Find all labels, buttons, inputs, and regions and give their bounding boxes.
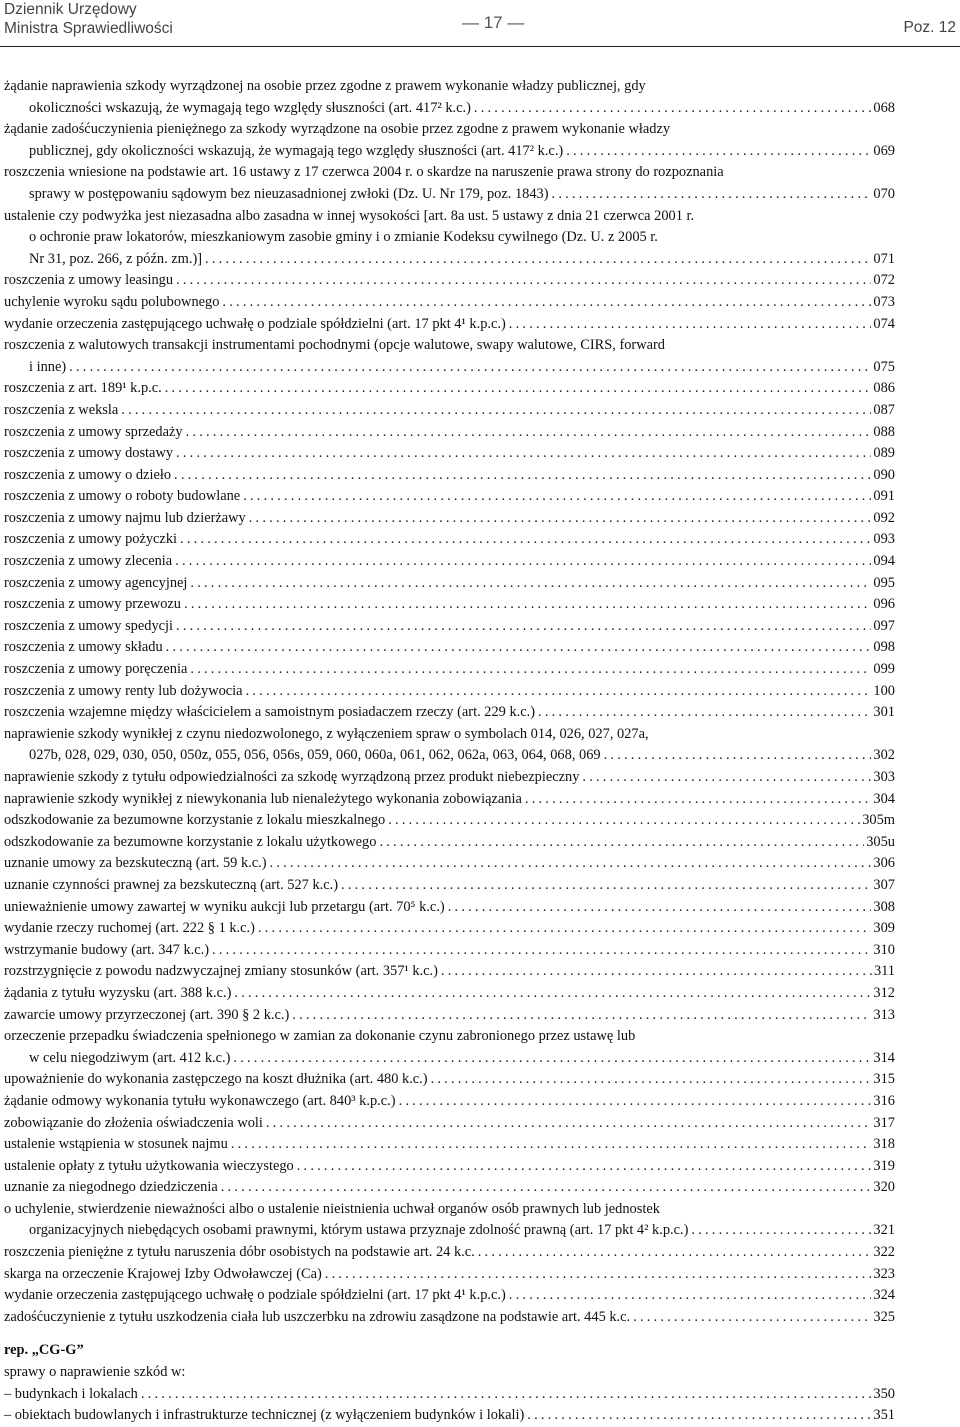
dot-leader	[297, 1156, 872, 1178]
entry-text: roszczenia z umowy pożyczki	[4, 531, 178, 548]
rep-intro: sprawy o naprawienie szkód w:	[4, 1364, 186, 1381]
entry-line	[4, 1285, 895, 1307]
symbol-code: 069	[873, 142, 895, 159]
list-item	[4, 1091, 895, 1113]
entry-text: roszczenia z art. 189¹ k.p.c.	[4, 380, 162, 397]
entry-continuation-line	[4, 1220, 895, 1242]
symbol-code: 305u	[866, 833, 895, 850]
entry-text: roszczenia z umowy renty lub dożywocia	[4, 682, 243, 699]
symbol-code: 324	[873, 1287, 895, 1304]
entry-line	[4, 529, 895, 551]
entry-line	[4, 270, 895, 292]
symbol-code: 090	[873, 466, 895, 483]
entry-text: żądania z tytułu wyzysku (art. 388 k.c.)	[4, 984, 232, 1001]
entry-text: w celu niegodziwym (art. 412 k.c.)	[29, 1049, 231, 1066]
entry-text: żądanie odmowy wykonania tytułu wykonawczego (art. 840³ k.p.c.)	[4, 1092, 396, 1109]
dot-leader	[205, 249, 871, 271]
symbol-code: 316	[873, 1092, 895, 1109]
symbol-code: 351	[873, 1407, 895, 1424]
symbol-code: 301	[873, 704, 895, 721]
dot-leader	[222, 292, 871, 314]
entry-text: 027b, 028, 029, 030, 050, 050z, 055, 056, 056s, 059, 060, 060a, 061, 062, 062a, 063, 064, 068, 069	[29, 747, 601, 764]
symbol-code: 087	[873, 401, 895, 418]
entry-text: roszczenia z umowy przewozu	[4, 596, 182, 613]
entry-line	[4, 616, 895, 638]
entry-text: zadośćuczynienie z tytułu uszkodzenia ciała lub uszczerbku na zdrowiu zasądzone na podstawie art. 445 k.c.	[4, 1308, 631, 1325]
dot-leader	[233, 1048, 871, 1070]
symbol-code: 092	[873, 509, 895, 526]
list-item	[4, 1177, 895, 1199]
list-item	[4, 702, 895, 724]
list-item	[4, 961, 895, 983]
entry-text: wydanie orzeczenia zastępującego uchwałę o podziale spółdzielni (art. 17 pkt 4¹ k.p.c.)	[4, 315, 506, 332]
dot-leader	[258, 918, 871, 940]
entry-text: roszczenia z umowy najmu lub dzierżawy	[4, 509, 246, 526]
entry-line	[4, 853, 895, 875]
entry-line	[4, 119, 895, 141]
entry-line	[4, 724, 895, 746]
dot-leader	[325, 1264, 872, 1286]
entry-line	[4, 1134, 895, 1156]
rep-entries-list	[4, 1384, 895, 1427]
dot-leader	[190, 659, 871, 681]
entry-line	[4, 551, 895, 573]
entry-continuation-line	[4, 227, 895, 249]
entry-line	[4, 983, 895, 1005]
dot-leader	[190, 573, 871, 595]
symbol-code: 311	[873, 963, 895, 980]
entry-line	[4, 702, 895, 724]
list-item	[4, 486, 895, 508]
symbol-code: 350	[873, 1385, 895, 1402]
entry-line	[4, 486, 895, 508]
entry-line	[4, 292, 895, 314]
dot-leader	[525, 789, 872, 811]
journal-name: Dziennik Urzędowy	[4, 1, 137, 18]
list-item	[4, 206, 895, 271]
entry-text: i inne)	[29, 358, 67, 375]
list-item	[4, 508, 895, 530]
entry-line	[4, 335, 895, 357]
entry-text: żądanie zadośćuczynienia pieniężnego za szkody wyrządzone na osobie przez zgodne z prawem wykonanie władzy	[4, 121, 671, 138]
entry-text: uznanie czynności prawnej za bezskuteczną (art. 527 k.c.)	[4, 876, 339, 893]
entry-text: naprawienie szkody wynikłej z niewykonania lub nienależytego wykonania zobowiązania	[4, 790, 522, 807]
entry-text: wydanie orzeczenia zastępującego uchwałę o podziale spółdzielni (art. 17 pkt 4¹ k.p.c.)	[4, 1287, 506, 1304]
dot-leader	[212, 940, 871, 962]
list-item	[4, 1005, 895, 1027]
symbol-code: 086	[873, 380, 895, 397]
symbol-code: 093	[873, 531, 895, 548]
dot-leader	[566, 141, 871, 163]
entry-line	[4, 314, 895, 336]
entry-continuation-line	[4, 184, 895, 206]
entry-line	[4, 594, 895, 616]
dot-leader	[234, 983, 871, 1005]
entry-line	[4, 810, 895, 832]
list-item	[4, 940, 895, 962]
entry-line	[4, 400, 895, 422]
dot-leader	[176, 270, 871, 292]
symbol-code: 318	[873, 1136, 895, 1153]
list-item	[4, 314, 895, 336]
entry-line	[4, 378, 895, 400]
entry-text: unieważnienie umowy zawartej w wyniku aukcji lub przetargu (art. 70⁵ k.c.)	[4, 898, 445, 915]
entry-line	[4, 789, 895, 811]
entry-text: naprawienie szkody z tytułu odpowiedzialności za szkodę wyrządzoną przez produkt niebezpieczny	[4, 769, 580, 785]
list-item	[4, 1069, 895, 1091]
symbol-code: 095	[873, 574, 895, 591]
symbol-code: 075	[873, 358, 895, 375]
dot-leader	[441, 961, 872, 983]
list-item	[4, 378, 895, 400]
entry-text: okoliczności wskazują, że wymagają tego względy słuszności (art. 417² k.c.)	[29, 99, 471, 116]
list-item	[4, 400, 895, 422]
dot-leader	[388, 810, 860, 832]
list-item	[4, 573, 895, 595]
list-item	[4, 853, 895, 875]
entry-text: sprawy w postępowaniu sądowym bez nieuzasadnionej zwłoki (Dz. U. Nr 179, poz. 1843)	[29, 185, 549, 202]
entry-text: odszkodowanie za bezumowne korzystanie z lokalu mieszkalnego	[4, 812, 386, 829]
list-item	[4, 1026, 895, 1069]
entry-line	[4, 961, 895, 983]
entry-text: roszczenia z umowy o dzieło	[4, 466, 172, 483]
list-item	[4, 1285, 895, 1307]
entry-line	[4, 681, 895, 703]
list-item	[4, 616, 895, 638]
list-item	[4, 897, 895, 919]
entry-continuation-line	[4, 249, 895, 271]
dot-leader	[448, 897, 872, 919]
dot-leader	[509, 1285, 872, 1307]
entry-line	[4, 1177, 895, 1199]
list-item	[4, 270, 895, 292]
symbol-code: 305m	[862, 812, 895, 829]
entry-text: – budynkach i lokalach	[4, 1385, 138, 1402]
entry-line	[4, 422, 895, 444]
symbol-code: 072	[873, 272, 895, 289]
entry-line	[4, 1199, 895, 1221]
entry-text: roszczenia z umowy zlecenia	[4, 553, 173, 570]
list-item	[4, 983, 895, 1005]
entry-line	[4, 1242, 895, 1264]
dot-leader	[175, 551, 871, 573]
dot-leader	[180, 529, 871, 551]
list-item	[4, 1134, 895, 1156]
entry-text: orzeczenie przepadku świadczenia spełnionego w zamian za dokonanie czynu zabronionego przez ustawę lub	[4, 1028, 636, 1045]
entry-line	[4, 918, 895, 940]
entry-continuation-line	[4, 141, 895, 163]
symbol-code: 308	[873, 898, 895, 915]
entry-line	[4, 508, 895, 530]
list-item	[4, 1384, 895, 1406]
entry-text: zawarcie umowy przyrzeczonej (art. 390 § 2 k.c.)	[4, 1006, 290, 1023]
entry-text: roszczenia pieniężne z tytułu naruszenia dóbr osobistych na podstawie art. 24 k.c.	[4, 1244, 475, 1261]
list-item	[4, 1156, 895, 1178]
dot-leader	[691, 1220, 871, 1242]
list-item	[4, 875, 895, 897]
symbol-code: 099	[873, 661, 895, 678]
entry-line	[4, 573, 895, 595]
entry-continuation-line	[4, 1048, 895, 1070]
list-item	[4, 594, 895, 616]
symbol-code: 322	[873, 1244, 895, 1261]
symbol-code: 314	[873, 1049, 895, 1066]
symbol-code: 303	[873, 769, 895, 785]
entry-text: roszczenia z weksla	[4, 401, 119, 418]
journal-title-block	[4, 0, 173, 38]
list-item	[4, 724, 895, 767]
page-number: — 17 —	[462, 13, 525, 32]
entry-line	[4, 1405, 895, 1427]
list-item	[4, 465, 895, 487]
dot-leader	[121, 400, 871, 422]
dot-leader	[165, 378, 872, 400]
entry-line	[4, 1113, 895, 1135]
dot-leader	[249, 508, 872, 530]
entry-line	[4, 767, 895, 789]
symbol-code: 091	[873, 488, 895, 505]
entry-text: roszczenia z umowy sprzedaży	[4, 423, 183, 440]
entry-text: odszkodowanie za bezumowne korzystanie z lokalu użytkowego	[4, 833, 377, 850]
symbol-code: 321	[873, 1222, 895, 1239]
list-item	[4, 681, 895, 703]
entry-line	[4, 1091, 895, 1113]
list-item	[4, 1242, 895, 1264]
entry-text: roszczenia z umowy dostawy	[4, 445, 174, 462]
entry-text: o uchylenie, stwierdzenie nieważności albo o ustalenie nieistnienia uchwał organów osób prawnych lub jednostek	[4, 1200, 660, 1217]
entry-line	[4, 1264, 895, 1286]
dot-leader	[221, 1177, 872, 1199]
entry-text: publicznej, gdy okoliczności wskazują, że wymagają tego względy słuszności (art. 417² k.c.)	[29, 142, 564, 159]
dot-leader	[141, 1384, 872, 1406]
entry-text: roszczenia z umowy agencyjnej	[4, 574, 188, 591]
entry-text: roszczenia z walutowych transakcji instrumentami pochodnymi (opcje walutowe, swapy walutowe, CIRS, forward	[4, 337, 665, 354]
entry-line	[4, 1005, 895, 1027]
list-item	[4, 1199, 895, 1242]
symbol-code: 325	[873, 1308, 895, 1325]
entry-line	[4, 832, 895, 854]
entry-line	[4, 1384, 895, 1406]
symbol-code: 100	[873, 682, 895, 699]
entry-line	[4, 1026, 895, 1048]
entry-continuation-line	[4, 357, 895, 379]
symbol-code: 315	[873, 1071, 895, 1088]
dot-leader	[231, 1134, 872, 1156]
entry-line	[4, 465, 895, 487]
symbol-code: 074	[873, 315, 895, 332]
entry-text: roszczenia z umowy spedycji	[4, 617, 174, 634]
entry-text: uchylenie wyroku sądu polubownego	[4, 293, 220, 310]
list-item	[4, 529, 895, 551]
entry-text: organizacyjnych niebędących osobami prawnymi, którym ustawa przyznaje zdolność prawną (art. 17 pkt 4² k.p.c.)	[29, 1222, 689, 1239]
symbol-code: 319	[873, 1157, 895, 1174]
entry-line	[4, 897, 895, 919]
symbol-code: 313	[873, 1006, 895, 1023]
dot-leader	[633, 1307, 871, 1329]
dot-leader	[538, 702, 871, 724]
entry-text: roszczenia z umowy składu	[4, 639, 163, 656]
dot-leader	[186, 422, 872, 444]
list-item	[4, 76, 895, 119]
entry-continuation-line	[4, 98, 895, 120]
list-item	[4, 1307, 895, 1329]
symbol-code: 071	[873, 250, 895, 267]
list-item	[4, 637, 895, 659]
dot-leader	[174, 465, 871, 487]
symbol-code: 304	[873, 790, 895, 807]
list-item	[4, 810, 895, 832]
symbol-code: 098	[873, 639, 895, 656]
list-item	[4, 1264, 895, 1286]
case-symbol-list	[4, 76, 895, 1427]
entry-text: Nr 31, poz. 266, z późn. zm.)]	[29, 250, 203, 267]
entry-text: ustalenie czy podwyżka jest niezasadna albo zasadna w innej wysokości [art. 8a ust. 5 ustawy z dnia 21 czerwca 2001 r.	[4, 207, 695, 224]
entry-text: rozstrzygnięcie z powodu nadzwyczajnej zmiany stosunków (art. 357¹ k.c.)	[4, 963, 438, 980]
entry-line	[4, 940, 895, 962]
symbol-code: 302	[873, 747, 895, 764]
dot-leader	[399, 1091, 872, 1113]
dot-leader	[243, 486, 871, 508]
entries-list	[4, 76, 895, 1328]
symbol-code: 088	[873, 423, 895, 440]
dot-leader	[509, 314, 872, 336]
entry-continuation-line	[4, 745, 895, 767]
dot-leader	[474, 98, 872, 120]
entry-text: wstrzymanie budowy (art. 347 k.c.)	[4, 941, 210, 958]
entry-text: żądanie naprawienia szkody wyrządzonej na osobie przez zgodne z prawem wykonanie władzy publicznej, gdy	[4, 78, 646, 94]
dot-leader	[604, 745, 872, 767]
entry-text: naprawienie szkody wynikłej z czynu niedozwolonego, z wyłączeniem spraw o symbolach 014, 026, 027, 027a,	[4, 725, 649, 742]
list-item	[4, 162, 895, 205]
entry-text: o ochronie praw lokatorów, mieszkaniowym zasobie gminy i o zmianie Kodeksu cywilnego (Dz. U. z 2005 r.	[29, 229, 658, 246]
symbol-code: 096	[873, 596, 895, 613]
dot-leader	[270, 853, 872, 875]
symbol-code: 073	[873, 293, 895, 310]
dot-leader	[379, 832, 864, 854]
symbol-code: 310	[873, 941, 895, 958]
position-number: Poz. 12	[903, 19, 956, 36]
dot-leader	[292, 1005, 871, 1027]
list-item	[4, 443, 895, 465]
page-header	[0, 0, 960, 47]
entry-text: upoważnienie do wykonania zastępczego na koszt dłużnika (art. 480 k.c.)	[4, 1071, 428, 1088]
list-item	[4, 551, 895, 573]
dot-leader	[431, 1069, 872, 1091]
entry-text: uznanie za niegodnego dziedziczenia	[4, 1179, 218, 1196]
entry-text: ustalenie opłaty z tytułu użytkowania wieczystego	[4, 1157, 294, 1174]
list-item	[4, 832, 895, 854]
dot-leader	[184, 594, 871, 616]
list-item	[4, 335, 895, 378]
list-item	[4, 422, 895, 444]
entry-text: roszczenia wzajemne między właścicielem a samoistnym posiadaczem rzeczy (art. 229 k.c.)	[4, 704, 536, 721]
dot-leader	[246, 681, 872, 703]
entry-line	[4, 162, 895, 184]
dot-leader	[341, 875, 871, 897]
rep-heading: rep. „CG-G”	[4, 1342, 84, 1359]
ministry-name: Ministra Sprawiedliwości	[4, 20, 173, 37]
symbol-code: 089	[873, 445, 895, 462]
entry-line	[4, 659, 895, 681]
entry-text: – obiektach budowlanych i infrastrukturze technicznej (z wyłączeniem budynków i lokali)	[4, 1407, 525, 1424]
dot-leader	[69, 357, 871, 379]
dot-leader	[166, 637, 872, 659]
entry-line	[4, 76, 895, 98]
entry-text: roszczenia z umowy o roboty budowlane	[4, 488, 241, 505]
dot-leader	[552, 184, 872, 206]
entry-line	[4, 206, 895, 228]
list-item	[4, 789, 895, 811]
entry-line	[4, 443, 895, 465]
symbol-code: 068	[873, 99, 895, 116]
dot-leader	[478, 1242, 872, 1264]
entry-text: ustalenie wstąpienia w stosunek najmu	[4, 1136, 228, 1153]
symbol-code: 320	[873, 1179, 895, 1196]
entry-line	[4, 1156, 895, 1178]
symbol-code: 307	[873, 876, 895, 893]
symbol-code: 312	[873, 984, 895, 1001]
symbol-code: 309	[873, 920, 895, 937]
symbol-code: 070	[873, 185, 895, 202]
list-item	[4, 292, 895, 314]
list-item	[4, 767, 895, 789]
entry-text: wydanie rzeczy ruchomej (art. 222 § 1 k.c.)	[4, 920, 255, 937]
list-item	[4, 1405, 895, 1427]
symbol-code: 094	[873, 553, 895, 570]
dot-leader	[582, 767, 871, 789]
list-item	[4, 659, 895, 681]
symbol-code: 323	[873, 1265, 895, 1282]
entry-text: uznanie umowy za bezskuteczną (art. 59 k.c.)	[4, 855, 267, 872]
entry-line	[4, 1307, 895, 1329]
symbol-code: 306	[873, 855, 895, 872]
list-item	[4, 119, 895, 162]
symbol-code: 317	[873, 1114, 895, 1131]
entry-text: zobowiązanie do złożenia oświadczenia woli	[4, 1114, 263, 1131]
entry-text: roszczenia z umowy poręczenia	[4, 661, 188, 678]
dot-leader	[176, 616, 871, 638]
entry-line	[4, 637, 895, 659]
entry-text: roszczenia wniesione na podstawie art. 16 ustawy z 17 czerwca 2004 r. o skardze na naruszenie prawa strony do rozpoznania	[4, 164, 724, 181]
entry-text: skarga na orzeczenie Krajowej Izby Odwoławczej (Ca)	[4, 1265, 322, 1282]
entry-text: roszczenia z umowy leasingu	[4, 272, 174, 289]
entry-line	[4, 1069, 895, 1091]
entry-line	[4, 875, 895, 897]
dot-leader	[176, 443, 871, 465]
list-item	[4, 918, 895, 940]
symbol-code: 097	[873, 617, 895, 634]
list-item	[4, 1113, 895, 1135]
dot-leader	[266, 1113, 871, 1135]
dot-leader	[527, 1405, 871, 1427]
